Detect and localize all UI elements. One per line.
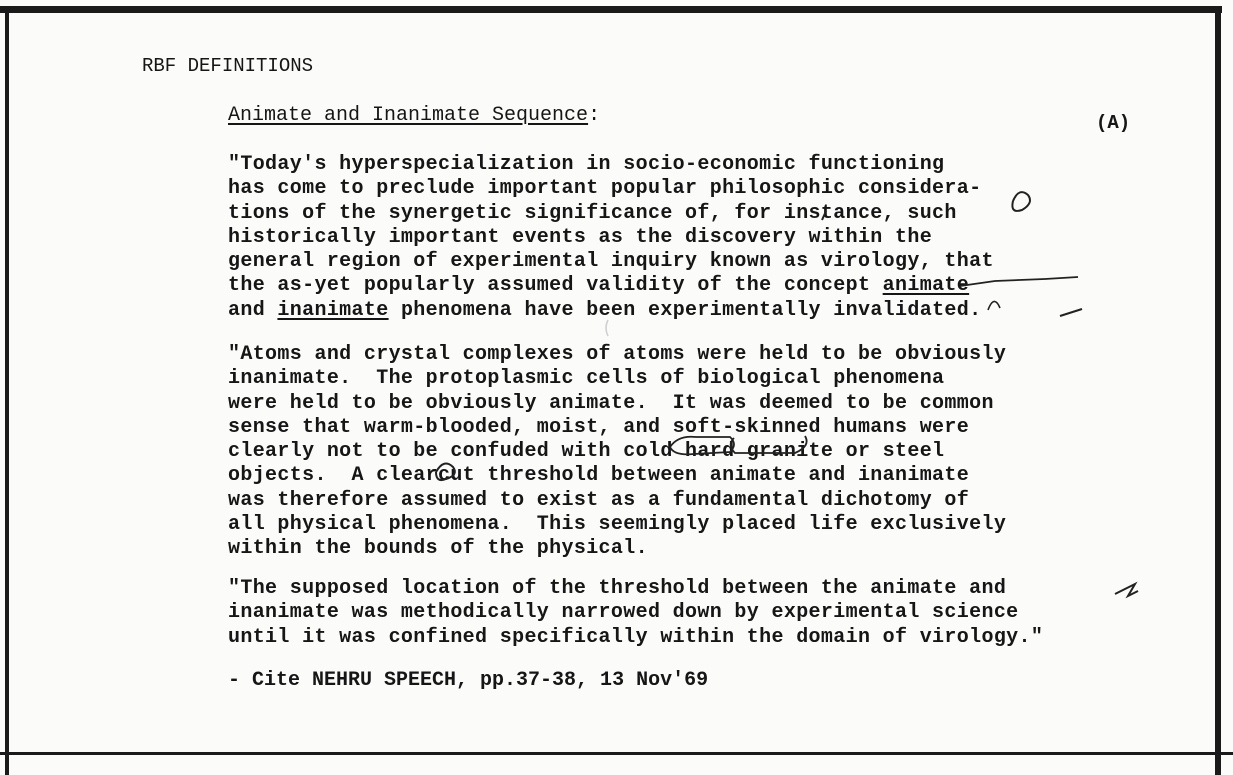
- proof-mark: [1060, 309, 1082, 316]
- text-line: "Today's hyperspecialization in socio-economic functioning: [228, 153, 945, 176]
- citation-line: - Cite NEHRU SPEECH, pp.37-38, 13 Nov'69: [228, 669, 709, 692]
- text-line: has come to preclude important popular philosophic considera-: [228, 177, 982, 201]
- paragraph-2: [228, 343, 1006, 562]
- page-border-bottom: [0, 752, 1233, 755]
- text-line: were held to be obviously animate. It was deemed to be common: [228, 391, 994, 415]
- page-border-right: [1215, 8, 1221, 775]
- text-line: all physical phenomena. This seemingly placed life exclusively: [228, 513, 1007, 537]
- paragraph-3: [228, 577, 1043, 650]
- text-line: inanimate was methodically narrowed down by experimental science: [228, 601, 1019, 625]
- text-line: was therefore assumed to exist as a fundamental dichotomy of: [228, 488, 970, 512]
- section-heading-colon: :: [588, 104, 601, 127]
- text-line: within the bounds of the physical.: [228, 537, 648, 561]
- text-line: sense that warm-blooded, moist, and soft-skinned humans were: [228, 415, 970, 439]
- section-tag: (A): [1096, 112, 1131, 134]
- text-line: inanimate. The protoplasmic cells of biological phenomena: [228, 367, 945, 391]
- document-header: RBF DEFINITIONS: [142, 55, 314, 77]
- page-border-top: [0, 6, 1222, 13]
- section-heading: [228, 104, 600, 127]
- annotation-arrow: [1115, 584, 1138, 596]
- text-line: phenomena have been experimentally invalidated.: [388, 298, 982, 322]
- text-line: objects. A clearcut threshold between animate and inanimate: [228, 464, 970, 488]
- underlined-word-inanimate: inanimate: [277, 298, 389, 322]
- text-line: "The supposed location of the threshold between the animate and: [228, 577, 1007, 600]
- text-line: historically important events as the discovery within the: [228, 225, 933, 249]
- section-heading-title: Animate and Inanimate Sequence: [228, 104, 589, 127]
- text-line: the as-yet popularly assumed validity of the concept: [228, 274, 883, 298]
- text-line: clearly not to be confuded with cold hard granite or steel: [228, 440, 945, 464]
- text-line: until it was confined specifically within the domain of virology.": [228, 625, 1044, 649]
- insertion-mark: [1012, 192, 1030, 211]
- text-line: general region of experimental inquiry known as virology, that: [228, 250, 994, 274]
- text-line: and: [228, 298, 278, 322]
- page-border-left: [5, 6, 9, 775]
- text-line: "Atoms and crystal complexes of atoms were held to be obviously: [228, 343, 1007, 366]
- paragraph-1: [228, 153, 994, 323]
- text-line: tions of the synergetic significance of, for instance, such: [228, 201, 957, 225]
- underlined-word-animate: animate: [882, 274, 970, 298]
